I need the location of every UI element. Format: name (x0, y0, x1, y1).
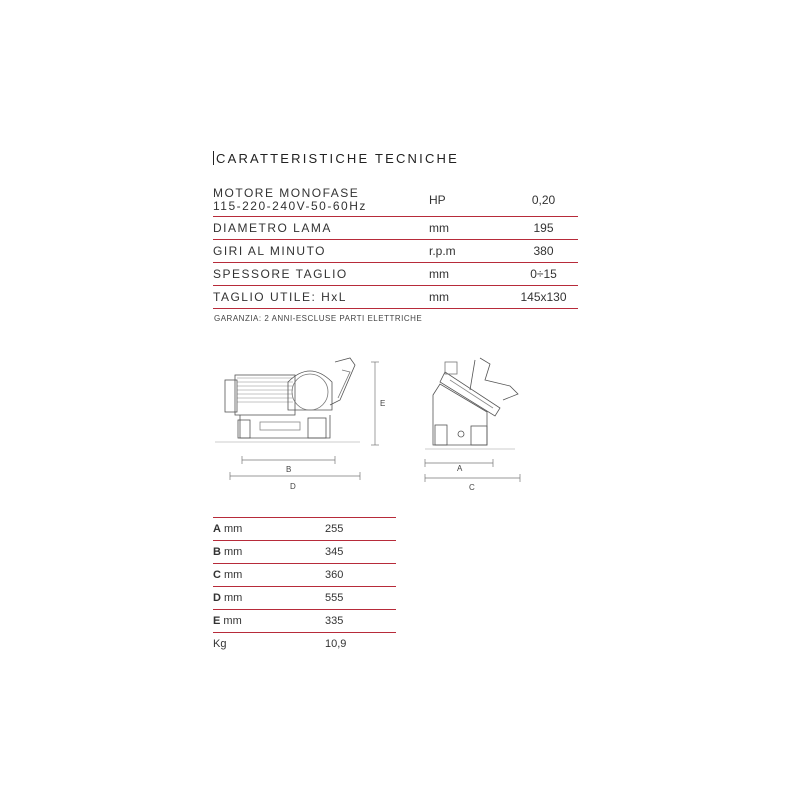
title-cursor-bar (213, 151, 214, 165)
spec-value: 145x130 (509, 286, 578, 309)
dimension-letter: B (213, 546, 221, 558)
spec-row (213, 263, 578, 286)
dimension-letter: A (213, 523, 221, 535)
spec-label: DIAMETRO LAMA (213, 217, 429, 240)
spec-value: 0,20 (509, 183, 578, 217)
dimension-value: 360 (325, 564, 396, 587)
spec-label (213, 183, 429, 217)
dimensions-table (213, 517, 396, 655)
dimension-row (213, 541, 396, 564)
spec-label-line1: MOTORE MONOFASE (213, 185, 360, 200)
dimension-row (213, 587, 396, 610)
spec-row (213, 183, 578, 217)
dim-label-e: E (380, 399, 386, 408)
spec-label-line2: 115-220-240V-50-60Hz (213, 198, 367, 213)
spec-label: GIRI AL MINUTO (213, 240, 429, 263)
dim-label-b: B (286, 465, 292, 474)
spec-label: SPESSORE TAGLIO (213, 263, 429, 286)
spec-label: TAGLIO UTILE: HxL (213, 286, 429, 309)
spec-row (213, 217, 578, 240)
dimension-key (213, 564, 325, 587)
dimension-row (213, 633, 396, 656)
dimension-row (213, 610, 396, 633)
dimension-value: 335 (325, 610, 396, 633)
dimension-letter: D (213, 592, 221, 604)
dimension-key (213, 610, 325, 633)
specs-table (213, 183, 578, 309)
section-title (213, 151, 459, 166)
dimension-unit: mm (220, 592, 243, 604)
dim-label-d: D (290, 482, 296, 491)
dimension-row (213, 564, 396, 587)
dimension-value: 255 (325, 518, 396, 541)
spec-value: 380 (509, 240, 578, 263)
spec-unit: mm (429, 286, 509, 309)
dimension-row (213, 518, 396, 541)
dimension-key (213, 633, 325, 656)
dimension-key (213, 541, 325, 564)
dim-label-c: C (469, 483, 475, 492)
dimension-letter: E (213, 615, 221, 627)
dimension-value: 10,9 (325, 638, 347, 650)
dimension-unit: mm (220, 523, 243, 535)
dimension-value: 345 (325, 541, 396, 564)
spec-value: 0÷15 (509, 263, 578, 286)
spec-unit: mm (429, 217, 509, 240)
dimension-unit: mm (220, 615, 242, 627)
section-title-text: CARATTERISTICHE TECNICHE (216, 151, 460, 166)
spec-value: 195 (509, 217, 578, 240)
dimension-key (213, 587, 325, 610)
dim-label-a: A (457, 464, 463, 473)
spec-row (213, 240, 578, 263)
slicer-front-view-drawing (210, 350, 390, 495)
spec-unit: mm (429, 263, 509, 286)
slicer-side-view-drawing (415, 350, 530, 495)
dimension-letter: C (213, 569, 221, 581)
spec-row (213, 286, 578, 309)
dimension-unit: mm (220, 546, 243, 558)
dimension-key (213, 518, 325, 541)
dimension-unit: mm (220, 569, 243, 581)
spec-unit: r.p.m (429, 240, 509, 263)
spec-unit: HP (429, 183, 509, 217)
warranty-note: GARANZIA: 2 ANNI-ESCLUSE PARTI ELETTRICHE (214, 314, 423, 323)
dimension-value: 555 (325, 587, 396, 610)
dimension-unit: Kg (213, 638, 227, 650)
